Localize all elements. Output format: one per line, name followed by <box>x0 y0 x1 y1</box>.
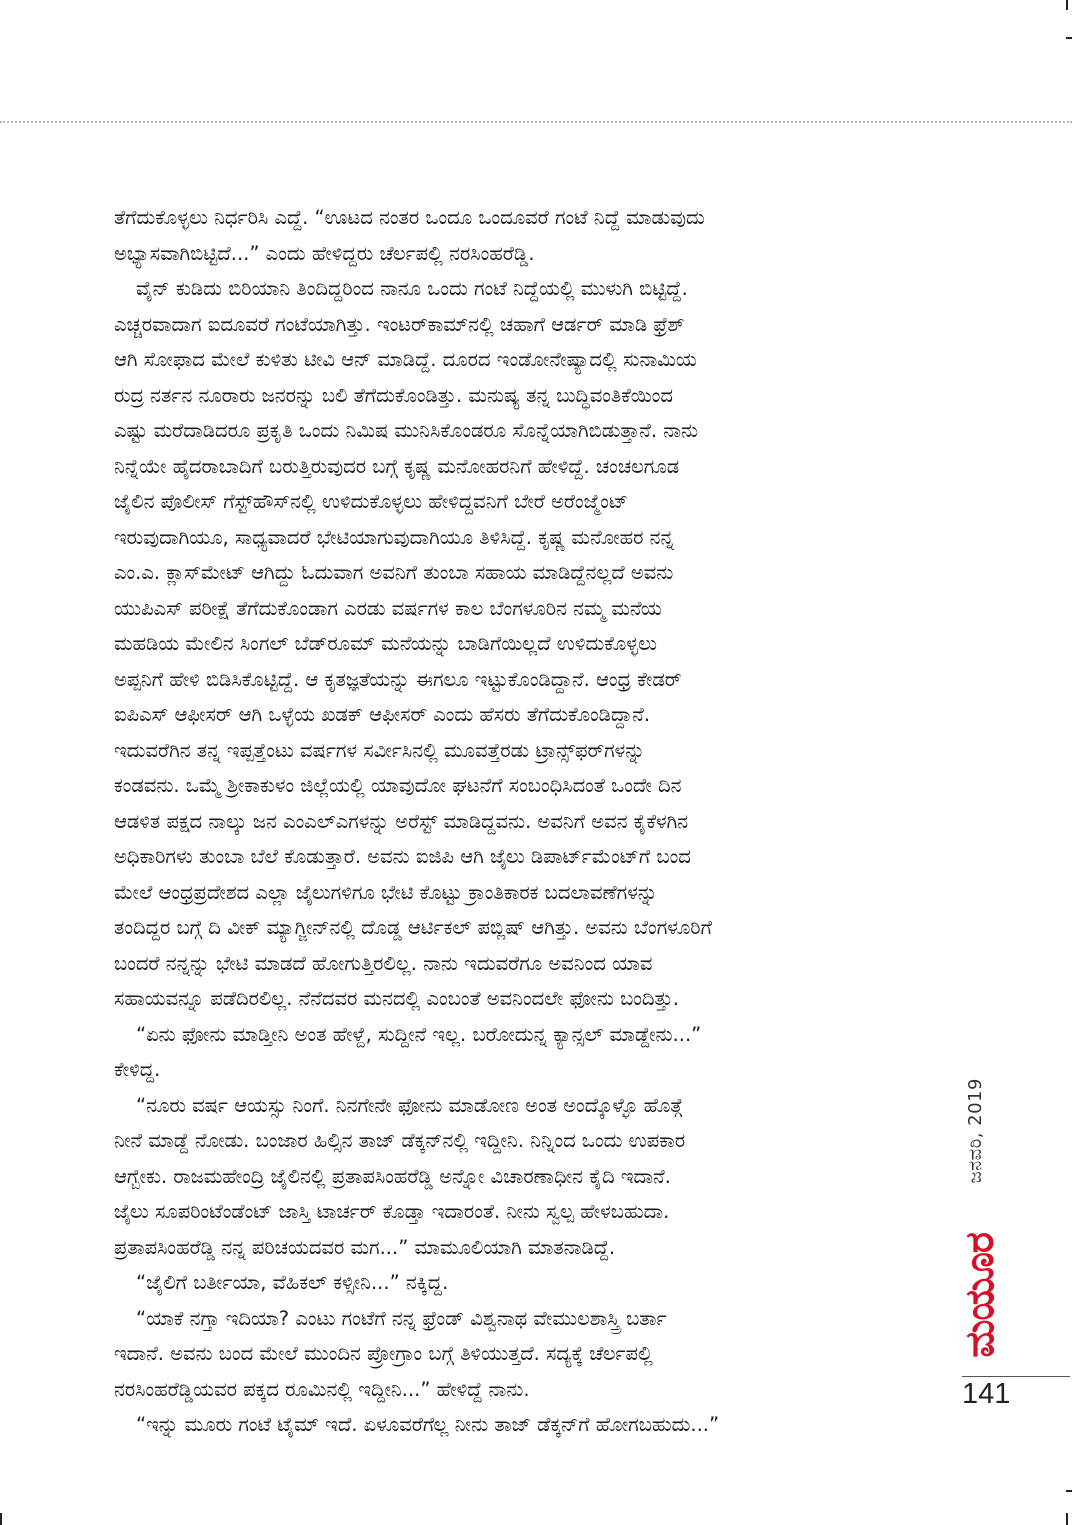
text-line: ಜೈಲು ಸೂಪರಿಂಟೆಂಡೆಂಟ್ ಜಾಸ್ತಿ ಟಾರ್ಚರ್ ಕೊಡ್ತಾ ಇದಾರಂತೆ. ನೀನು ಸ್ವಲ್ಪ ಹೇಳಬಹುದಾ. <box>114 1200 670 1223</box>
text-line: ಮಹಡಿಯ ಮೇಲಿನ ಸಿಂಗಲ್ ಬೆಡ್‌ರೂಮ್ ಮನೆಯನ್ನು ಬಾಡಿಗೆಯಿಲ್ಲದೆ ಉಳಿದುಕೊಳ್ಳಲು <box>114 632 657 655</box>
text-line: ಯುಪಿಎಸ್ ಪರೀಕ್ಷೆ ತೆಗೆದುಕೊಂಡಾಗ ಎರಡು ವರ್ಷಗಳ ಕಾಲ ಬೆಂಗಳೂರಿನ ನಮ್ಮ ಮನೆಯ <box>114 596 662 620</box>
text-line: ಪ್ರತಾಪಸಿಂಹರೆಡ್ಡಿ ನನ್ನ ಪರಿಚಯದವರ ಮಗ...” ಮಾಮೂಲಿಯಾಗಿ ಮಾತನಾಡಿದ್ದೆ. <box>114 1235 616 1259</box>
crop-mark-side <box>1066 1490 1072 1492</box>
text-line: ಐಪಿಎಸ್ ಆಫೀಸರ್ ಆಗಿ ಒಳ್ಳೆಯ ಖಡಕ್ ಆಫೀಸರ್ ಎಂದು ಹೆಸರು ತೆಗೆದುಕೊಂಡಿದ್ದಾನೆ. <box>114 703 651 726</box>
text-line: “ಇನ್ನು ಮೂರು ಗಂಟೆ ಟೈಮ್ ಇದೆ. ಏಳೂವರೆಗೆಲ್ಲ ನೀನು ತಾಜ್ ಡೆಕ್ಕನ್‌ಗೆ ಹೋಗಬಹುದು...” <box>136 1413 720 1436</box>
crop-mark-top <box>1066 0 1068 10</box>
crop-mark-right <box>1066 1513 1068 1525</box>
text-line: “ನೂರು ವರ್ಷ ಆಯಸ್ಸು ನಿಂಗೆ. ನಿನಗೇನೇ ಫೋನು ಮಾಡೋಣ ಅಂತ ಅಂದ್ಕೊಳ್ಳೊ ಹೊತ್ಗೆ <box>136 1093 683 1117</box>
paragraph <box>114 1301 926 1408</box>
text-line: ಆಗ್ಬೇಕು. ರಾಜಮಹೇಂದ್ರಿ ಜೈಲಿನಲ್ಲಿ ಪ್ರತಾಪಸಿಂಹರೆಡ್ಡಿ ಅನ್ನೋ ವಿಚಾರಣಾಧೀನ ಕೈದಿ ಇದಾನೆ. <box>114 1164 671 1188</box>
text-line: ಎಷ್ಟು ಮರೆದಾಡಿದರೂ ಪ್ರಕೃತಿ ಒಂದು ನಿಮಿಷ ಮುನಿಸಿಕೊಂಡರೂ ಸೊನ್ನೆಯಾಗಿಬಿಡುತ್ತಾನೆ. ನಾನು <box>114 419 699 442</box>
text-line: ಕಂಡವನು. ಒಮ್ಮೆ ಶ್ರೀಕಾಕುಳಂ ಜಿಲ್ಲೆಯಲ್ಲಿ ಯಾವುದೋ ಘಟನೆಗೆ ಸಂಬಂಧಿಸಿದಂತೆ ಒಂದೇ ದಿನ <box>114 774 682 797</box>
text-line: ನರಸಿಂಹರೆಡ್ಡಿಯವರ ಪಕ್ಕದ ರೂಮಿನಲ್ಲಿ ಇದ್ದೀನಿ...” ಹೇಳಿದ್ದೆ ನಾನು. <box>114 1377 530 1401</box>
text-line: ಅಧಿಕಾರಿಗಳು ತುಂಬಾ ಬೆಲೆ ಕೊಡುತ್ತಾರೆ. ಅವನು ಐಜಿಪಿ ಆಗಿ ಜೈಲು ಡಿಪಾರ್ಟ್‌ಮೆಂಟ್‌ಗೆ ಬಂದ <box>114 845 691 868</box>
text-line: “ಯಾಕೆ ನಗ್ತಾ ಇದಿಯಾ? ಎಂಟು ಗಂಟೆಗೆ ನನ್ನ ಫ್ರೆಂಡ್ ವಿಶ್ವನಾಥ ವೇಮುಲಶಾಸ್ತ್ರಿ ಬರ್ತಾ <box>136 1306 667 1330</box>
crop-mark-top-side <box>1066 37 1072 39</box>
text-line: ಅಪ್ಪನಿಗೆ ಹೇಳಿ ಬಿಡಿಸಿಕೊಟ್ಟಿದ್ದೆ. ಆ ಕೃತಜ್ಞತೆಯನ್ನು ಈಗಲೂ ಇಟ್ಟುಕೊಂಡಿದ್ದಾನೆ. ಆಂಧ್ರ ಕೇಡರ್ <box>114 667 682 691</box>
text-line: ಬಂದರೆ ನನ್ನನ್ನು ಭೇಟಿ ಮಾಡದೆ ಹೋಗುತ್ತಿರಲಿಲ್ಲ. ನಾನು ಇದುವರೆಗೂ ಅವನಿಂದ ಯಾವ <box>114 951 653 975</box>
text-line: ಕೇಳಿದ್ದ. <box>114 1058 161 1081</box>
article-body <box>114 200 926 1443</box>
text-line: ಇರುವುದಾಗಿಯೂ, ಸಾಧ್ಯವಾದರೆ ಭೇಟಿಯಾಗುವುದಾಗಿಯೂ ತಿಳಿಸಿದ್ದೆ. ಕೃಷ್ಣ ಮನೋಹರ ನನ್ನ <box>114 525 675 549</box>
paragraph <box>114 1407 926 1443</box>
text-line: ವೈನ್ ಕುಡಿದು ಬಿರಿಯಾನಿ ತಿಂದಿದ್ದರಿಂದ ನಾನೂ ಒಂದು ಗಂಟೆ ನಿದ್ದೆಯಲ್ಲಿ ಮುಳುಗಿ ಬಿಟ್ಟಿದ್ದೆ. <box>136 277 688 300</box>
text-line: ಇದುವರೆಗಿನ ತನ್ನ ಇಪ್ಪತ್ತೆಂಟು ವರ್ಷಗಳ ಸರ್ವೀಸಿನಲ್ಲಿ ಮೂವತ್ತೆರಡು ಟ್ರಾನ್ಸ್‌ಫರ್‌ಗಳನ್ನು <box>114 738 645 762</box>
text-line: ಸಹಾಯವನ್ನೂ ಪಡೆದಿರಲಿಲ್ಲ. ನೆನೆದವರ ಮನದಲ್ಲಿ ಎಂಬಂತೆ ಅವನಿಂದಲೇ ಫೋನು ಬಂದಿತ್ತು. <box>114 987 679 1010</box>
text-line: ಜೈಲಿನ ಪೊಲೀಸ್ ಗೆಸ್ಟ್‌ಹೌಸ್‌ನಲ್ಲಿ ಉಳಿದುಕೊಳ್ಳಲು ಹೇಳಿದ್ದವನಿಗೆ ಬೇರೆ ಅರೆಂಜ್ಮೆಂಟ್ <box>114 490 628 513</box>
text-line: ಮೇಲೆ ಆಂಧ್ರಪ್ರದೇಶದ ಎಲ್ಲಾ ಜೈಲುಗಳಿಗೂ ಭೇಟಿ ಕೊಟ್ಟು ಕ್ರಾಂತಿಕಾರಕ ಬದಲಾವಣೆಗಳನ್ನು <box>114 880 658 904</box>
text-line: ಆಡಳಿತ ಪಕ್ಷದ ನಾಲ್ಕು ಜನ ಎಂಎಲ್‌ಎಗಳನ್ನು ಅರೆಸ್ಟ್ ಮಾಡಿದ್ದವನು. ಅವನಿಗೆ ಅವನ ಕೈಕೆಳಗಿನ <box>114 809 689 833</box>
magazine-logo <box>950 1215 1010 1375</box>
page-number: 141 <box>962 1378 1011 1410</box>
paragraph <box>114 1017 926 1088</box>
issue-date: ಜನವರಿ, 2019 <box>965 1078 986 1184</box>
text-line: ತೆಗೆದುಕೊಳ್ಳಲು ನಿರ್ಧರಿಸಿ ಎದ್ದೆ. “ಊಟದ ನಂತರ ಒಂದೂ ಒಂದೂವರೆ ಗಂಟೆ ನಿದ್ದೆ ಮಾಡುವುದು <box>114 206 705 229</box>
text-line: ಎಚ್ಚರವಾದಾಗ ಐದೂವರೆ ಗಂಟೆಯಾಗಿತ್ತು. ಇಂಟರ್‌ಕಾಮ್‌ನಲ್ಲಿ ಚಹಾಗೆ ಆರ್ಡರ್ ಮಾಡಿ ಫ್ರೆಶ್ <box>114 312 685 336</box>
paragraph <box>114 1088 926 1266</box>
paragraph <box>114 271 926 1017</box>
text-line: ನೀನೆ ಮಾಡ್ದೆ ನೋಡು. ಬಂಜಾರ ಹಿಲ್ಸಿನ ತಾಜ್ ಡೆಕ್ಕನ್‌ನಲ್ಲಿ ಇದ್ದೀನಿ. ನಿನ್ನಿಂದ ಒಂದು ಉಪಕಾರ <box>114 1129 686 1152</box>
paragraph <box>114 1265 926 1301</box>
text-line: ಎಂ.ಎ. ಕ್ಲಾಸ್‌ಮೇಟ್ ಆಗಿದ್ದು ಓದುವಾಗ ಅವನಿಗೆ ತುಂಬಾ ಸಹಾಯ ಮಾಡಿದ್ದೆನಲ್ಲದೆ ಅವನು <box>114 561 674 584</box>
text-line: ಇದಾನೆ. ಅವನು ಬಂದ ಮೇಲೆ ಮುಂದಿನ ಪ್ರೋಗ್ರಾಂ ಬಗ್ಗೆ ತಿಳಿಯುತ್ತದೆ. ಸದ್ಯಕ್ಕೆ ಚೆರ್ಲಪಲ್ಲಿ <box>114 1342 653 1365</box>
text-line: ತಂದಿದ್ದರ ಬಗ್ಗೆ ದಿ ವೀಕ್ ಮ್ಯಾಗ್ಜೀನ್‌ನಲ್ಲಿ ದೊಡ್ಡ ಆರ್ಟಿಕಲ್ ಪಬ್ಲಿಷ್ ಆಗಿತ್ತು. ಅವನು ಬೆಂಗಳೂರಿಗೆ <box>114 916 712 939</box>
text-line: ನಿನ್ನೆಯೇ ಹೈದರಾಬಾದಿಗೆ ಬರುತ್ತಿರುವುದರ ಬಗ್ಗೆ ಕೃಷ್ಣ ಮನೋಹರನಿಗೆ ಹೇಳಿದ್ದೆ. ಚಂಚಲಗೂಡ <box>114 454 680 478</box>
text-line: “ಜೈಲಿಗೆ ಬರ್ತೀಯಾ, ವೆಹಿಕಲ್ ಕಳ್ಸೀನಿ...” ನಕ್ಕಿದ್ದ. <box>136 1271 449 1294</box>
paragraph <box>114 200 926 271</box>
header-dotted-rule <box>0 121 1072 123</box>
text-line: ಅಭ್ಯಾಸವಾಗಿಬಿಟ್ಟಿದೆ...” ಎಂದು ಹೇಳಿದ್ದರು ಚೆರ್ಲಪಲ್ಲಿ ನರಸಿಂಹರೆಡ್ಡಿ. <box>114 241 535 265</box>
magazine-name: ಮಯೂರ <box>957 1232 1003 1358</box>
crop-mark-left <box>0 1513 2 1525</box>
text-line: ಆಗಿ ಸೋಫಾದ ಮೇಲೆ ಕುಳಿತು ಟೀವಿ ಆನ್ ಮಾಡಿದ್ದೆ. ದೂರದ ಇಂಡೋನೇಷ್ಯಾದಲ್ಲಿ ಸುನಾಮಿಯ <box>114 348 697 371</box>
text-line: “ಏನು ಫೋನು ಮಾಡ್ತೀನಿ ಅಂತ ಹೇಳ್ದೆ, ಸುದ್ದೀನೆ ಇಲ್ಲ. ಬರೋದುನ್ನ ಕ್ಯಾನ್ಸಲ್ ಮಾಡ್ದೇನು...” <box>136 1022 702 1046</box>
page-number-rule <box>962 1376 1070 1377</box>
text-line: ರುದ್ರ ನರ್ತನ ನೂರಾರು ಜನರನ್ನು ಬಲಿ ತೆಗೆದುಕೊಂಡಿತ್ತು. ಮನುಷ್ಯ ತನ್ನ ಬುದ್ಧಿವಂತಿಕೆಯಿಂದ <box>114 383 673 407</box>
